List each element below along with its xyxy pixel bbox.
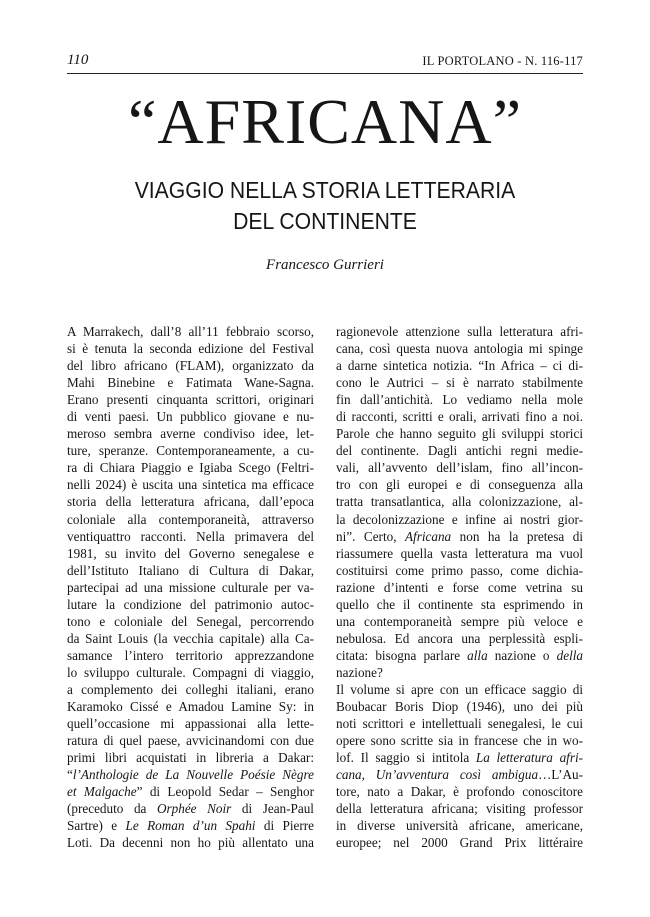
subtitle-line: VIAGGIO NELLA STORIA LETTERARIA [134, 177, 516, 203]
text-segment: Le Roman d’un Spahi [125, 818, 256, 834]
text-segment: la decolonizzazione e infine ai nostri gior- [336, 511, 583, 527]
text-segment: cana, Un’avventura così ambigua [336, 767, 539, 783]
text-line [336, 579, 583, 596]
text-segment: vali, all’avvento dell’islam, fino all’incon- [336, 460, 583, 476]
text-line [67, 476, 314, 493]
text-line [336, 647, 583, 664]
text-column-right [336, 323, 583, 851]
text-segment: europee; nel 2000 Grand Prix littéraire [336, 835, 583, 851]
article-author: Francesco Gurrieri [266, 257, 384, 273]
text-line [67, 647, 314, 664]
text-segment: coloniale alla contemporaneità, attraverso [67, 511, 314, 527]
page-number: 110 [67, 52, 89, 68]
text-line [336, 545, 583, 562]
text-segment: ra di Chiara Piaggio e Igiaba Scego (Feltri- [67, 460, 314, 476]
text-segment: l’Anthologie de La Nouvelle Poésie Nègre [72, 767, 314, 783]
text-line [336, 323, 583, 340]
text-line [336, 715, 583, 732]
text-segment: La letteratura afri- [475, 750, 583, 766]
text-segment: Sartre) e [67, 818, 126, 834]
text-line [336, 442, 583, 459]
text-segment: alla [467, 647, 488, 663]
page-header [67, 51, 583, 74]
text-segment: Il volume si apre con un efficace saggio di [336, 681, 583, 697]
text-line [67, 596, 314, 613]
text-line [67, 545, 314, 562]
text-segment: quello che il continente sta esprimendo in [336, 596, 583, 612]
text-line [67, 749, 314, 766]
text-segment: tratta transatlantica, alla colonizzazione, al- [336, 494, 583, 510]
text-segment: di venti paesi. Un pubblico giovane e nu- [67, 409, 314, 425]
text-line [67, 493, 314, 510]
text-segment: di Jean-Paul [231, 801, 314, 817]
text-segment: riassumere quella vasta letteratura ma vuol [336, 545, 583, 561]
text-segment: …L’Au- [538, 767, 583, 783]
text-line [336, 817, 583, 834]
text-segment: di Pierre [255, 818, 314, 834]
text-segment: cana, così questa nuova antologia mi spinge [336, 341, 583, 357]
text-segment: nebulosa. Ed ancora una perplessità espli- [336, 630, 583, 646]
text-line [336, 783, 583, 800]
text-line [67, 442, 314, 459]
text-line [336, 698, 583, 715]
text-segment: lo sviluppo culturale. Compagni di viaggio, [67, 664, 314, 680]
text-line [336, 596, 583, 613]
text-line [336, 749, 583, 766]
text-segment: si è tenuta la seconda edizione del Festival [67, 341, 314, 357]
text-segment: della [556, 647, 583, 663]
text-line [336, 493, 583, 510]
text-segment: di racconti, scritti e orali, arrivati fino a noi. [336, 409, 583, 425]
article-subtitle [81, 175, 569, 237]
text-segment: samance l’intero territorio apprezzandone [67, 647, 314, 663]
text-segment: ratura di quel paese, avvicinandomi con due [67, 733, 314, 749]
text-line [67, 681, 314, 698]
text-line [67, 579, 314, 596]
article-title: “AFRICANA” [128, 86, 522, 157]
text-segment: quell’occasione mi appassionai alla lette- [67, 716, 314, 732]
text-line [67, 511, 314, 528]
text-line [67, 715, 314, 732]
text-segment: meroso sembra averne condiviso idee, let- [67, 426, 314, 442]
text-line [67, 374, 314, 391]
text-segment: non ha la pretesa di [451, 528, 583, 544]
text-segment: (preceduto da [67, 801, 157, 817]
text-segment: a complemento dei colleghi italiani, erano [67, 681, 314, 697]
text-line [336, 340, 583, 357]
text-segment: razione d’intenti e forse come vetrina su [336, 579, 583, 595]
text-line [336, 459, 583, 476]
text-segment: Karamoko Cissé e Amadou Lamine Sy: in [67, 699, 314, 715]
text-line [336, 732, 583, 749]
text-line [67, 391, 314, 408]
text-line [67, 817, 314, 834]
text-segment: noti scrittori e intellettuali senegalesi, le cui [336, 716, 583, 732]
text-line [67, 340, 314, 357]
text-segment: costituirsi come primo passo, come dichia- [336, 562, 583, 578]
text-segment: in diverse università africane, americane, [336, 818, 583, 834]
text-segment: citata: bisogna parlare [336, 647, 468, 663]
text-line [67, 528, 314, 545]
text-segment: lutare la condizione del patrimonio autoc- [67, 596, 314, 612]
text-segment: fin dall’antichità. Lo vediamo nella mole [336, 392, 583, 408]
text-line [67, 357, 314, 374]
text-line [67, 732, 314, 749]
text-line [67, 664, 314, 681]
text-line [67, 834, 314, 851]
text-segment: nazione? [336, 664, 383, 680]
text-line [336, 834, 583, 851]
text-segment: ” di Leopold Sedar – Senghor [136, 784, 314, 800]
text-line [336, 476, 583, 493]
text-segment: a darne sintetica notizia. “In Africa – ci di- [336, 358, 583, 374]
text-segment: del libro africano (FLAM), organizzato da [67, 358, 314, 374]
text-line [67, 630, 314, 647]
text-segment: et Malgache [67, 784, 137, 800]
text-line [67, 698, 314, 715]
text-segment: nelli 2024) è uscita una sintetica ma efficace [67, 477, 314, 493]
text-segment: Erano presenti cinquanta scrittori, originari [67, 392, 314, 408]
text-segment: Mahi Binebine e Fatimata Wane-Sagna. [67, 375, 314, 391]
text-line [67, 800, 314, 817]
text-segment: ture, speranze. Contemporaneamente, a cu- [67, 443, 314, 459]
text-line [67, 783, 314, 800]
text-segment: primi libri acquistati in libreria a Dakar: [67, 750, 314, 766]
text-segment: Africana [405, 528, 452, 544]
text-segment: del continente. Dagli antichi regni medie- [336, 443, 583, 459]
text-segment: ni”. Certo, [336, 528, 405, 544]
text-line [336, 357, 583, 374]
text-segment: da Saint Louis (la vecchia capitale) alla Ca- [67, 630, 314, 646]
text-segment: tore, nato a Dakar, è profondo conoscitore [336, 784, 583, 800]
text-line [336, 511, 583, 528]
text-segment: Orphée Noir [156, 801, 232, 817]
subtitle-line: DEL CONTINENTE [233, 208, 417, 234]
text-segment: della letteratura africana; visiting professor [336, 801, 583, 817]
text-line [336, 391, 583, 408]
text-segment: storia della letteratura africana, dall’epoca [67, 494, 314, 510]
text-segment: tono e coloniale del Senegal, percorrendo [67, 613, 314, 629]
text-line [67, 562, 314, 579]
text-segment: cono le Autrici – si è narrato stabilmente [336, 375, 583, 391]
text-segment: Parole che hanno seguito gli sviluppi storici [336, 426, 583, 442]
text-segment: ventiquattro racconti. Nella primavera del [67, 528, 314, 544]
text-line [67, 408, 314, 425]
text-line [336, 562, 583, 579]
text-line [67, 323, 314, 340]
text-line [336, 408, 583, 425]
text-segment: “ [67, 767, 73, 783]
text-segment: tro con gli europei e di conseguenza alla [336, 477, 583, 493]
text-segment: Loti. Da decenni non ho più allentato una [67, 835, 314, 851]
text-segment: A Marrakech, dall’8 all’11 febbraio scorso, [67, 324, 314, 339]
text-line [336, 630, 583, 647]
text-line [336, 613, 583, 630]
text-line [336, 425, 583, 442]
text-line [67, 459, 314, 476]
text-segment: Boubacar Boris Diop (1946), uno dei più [336, 699, 583, 715]
text-segment: partecipai ad una missione culturale per va- [67, 579, 314, 595]
running-head: IL PORTOLANO - N. 116-117 [422, 54, 583, 68]
text-line [336, 528, 583, 545]
text-segment: opere sono scritte sia in francese che in wo- [336, 733, 583, 749]
text-line [67, 425, 314, 442]
text-line [67, 766, 314, 783]
text-line [67, 613, 314, 630]
text-line [336, 664, 583, 681]
text-segment: ragionevole attenzione sulla letteratura afri- [336, 324, 583, 339]
text-column-left [67, 323, 314, 851]
text-line [336, 800, 583, 817]
text-segment: dell’Istituto Italiano di Cultura di Dakar, [67, 562, 314, 578]
text-segment: nazione o [487, 647, 557, 663]
text-segment: una contemporaneità sempre più veloce e [336, 613, 583, 629]
text-line [336, 681, 583, 698]
text-line [336, 374, 583, 391]
text-segment: lof. Il saggio si intitola [336, 750, 476, 766]
text-line [336, 766, 583, 783]
text-segment: 1981, su invito del Governo senegalese e [67, 545, 314, 561]
